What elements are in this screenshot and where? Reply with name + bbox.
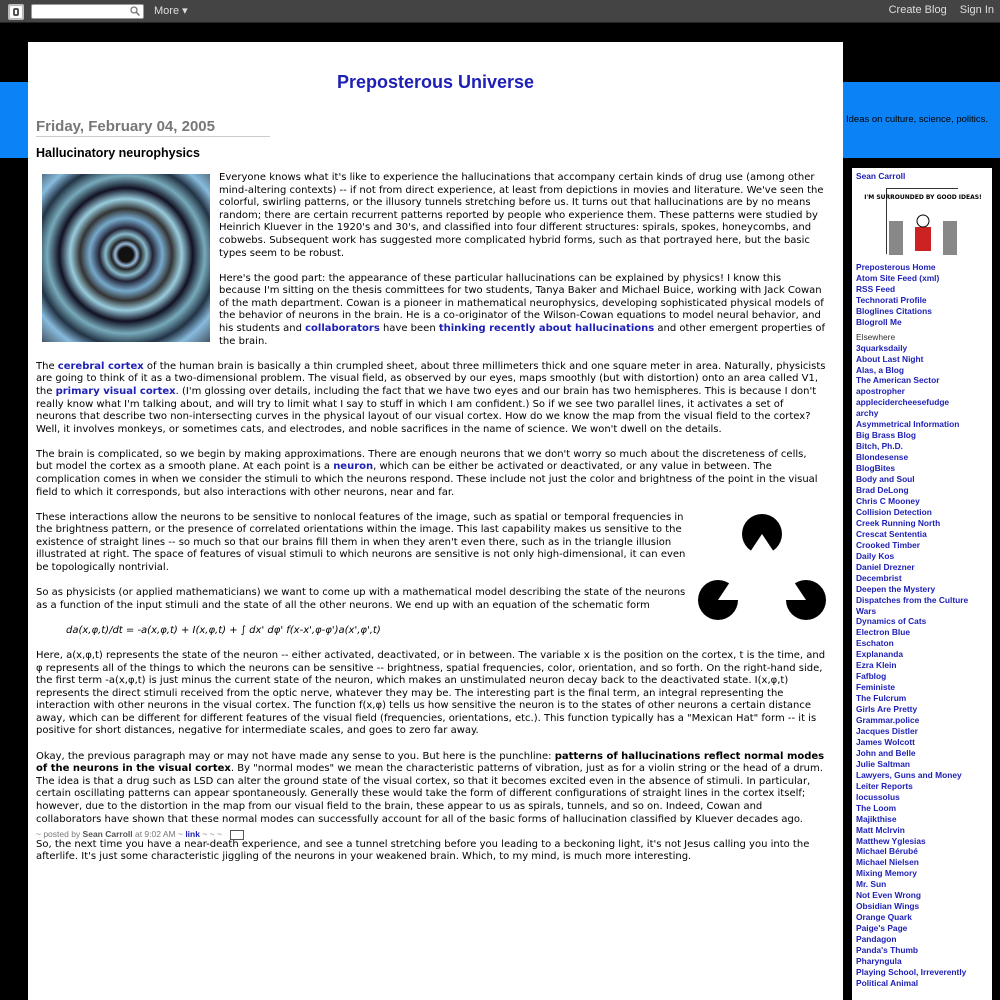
avatar: [864, 188, 982, 254]
search-icon[interactable]: [130, 6, 140, 16]
elsewhere-link-29[interactable]: Fafblog: [856, 671, 887, 682]
elsewhere-link-49[interactable]: Not Even Wrong: [856, 890, 921, 901]
elsewhere-link-0[interactable]: 3quarksdaily: [856, 342, 908, 353]
blog-tagline: Ideas on culture, science, politics.: [846, 114, 989, 125]
create-blog-link[interactable]: Create Blog: [888, 4, 947, 16]
cerebral-cortex-link[interactable]: cerebral cortex: [57, 360, 144, 372]
elsewhere-link-6[interactable]: archy: [856, 408, 879, 419]
elsewhere-link-38[interactable]: Lawyers, Guns and Money: [856, 769, 962, 780]
paragraph-9: So, the next time you have a near-death experience, and see a tunnel stretching before you leading to a beckoning light, it's not Jesus calling you into the afterlife. It's just some characteristic jiggling of the neurons in your weakened brain. Which, to my mind, is much more interesting.: [36, 838, 810, 863]
elsewhere-link-44[interactable]: Matthew Yglesias: [856, 835, 926, 846]
sidebar-link-2[interactable]: RSS Feed: [856, 283, 896, 294]
sidebar-link-3[interactable]: Technorati Profile: [856, 294, 927, 305]
elsewhere-link-2[interactable]: Alas, a Blog: [856, 364, 904, 375]
elsewhere-link-9[interactable]: Bitch, Ph.D.: [856, 441, 903, 452]
elsewhere-link-24[interactable]: Dynamics of Cats: [856, 616, 927, 627]
more-menu[interactable]: More ▾: [154, 5, 188, 17]
sign-in-link[interactable]: Sign In: [959, 4, 994, 16]
paragraph-6: So as physicists (or applied mathematicians) we want to come up with a mathematical model describing the state of the neurons as a function of the input stimuli and the state of all the other neurons. We end up with an equation of the schematic form: [36, 587, 686, 611]
elsewhere-link-11[interactable]: BlogBites: [856, 463, 896, 474]
neuron-link[interactable]: neuron: [333, 461, 374, 473]
elsewhere-link-48[interactable]: Mr. Sun: [856, 879, 887, 890]
blogger-navbar: [0, 0, 1000, 23]
sidebar-link-5[interactable]: Blogroll Me: [856, 316, 902, 327]
elsewhere-link-19[interactable]: Daily Kos: [856, 550, 895, 561]
elsewhere-link-17[interactable]: Crescat Sententia: [856, 528, 927, 539]
elsewhere-link-22[interactable]: Deepen the Mystery: [856, 583, 936, 594]
elsewhere-link-47[interactable]: Mixing Memory: [856, 868, 917, 879]
sidebar-link-1[interactable]: Atom Site Feed (xml): [856, 272, 940, 283]
post-footer: ~ posted by Sean Carroll at 9:02 AM ~ link ~ ~ ~: [36, 829, 244, 840]
elsewhere-link-12[interactable]: Body and Soul: [856, 474, 915, 485]
elsewhere-link-57[interactable]: Political Animal: [856, 977, 919, 988]
paragraph-1: Everyone knows what it's like to experience the hallucinations that accompany certain kinds of drug use (among other mind-altering contexts) -- if not from direct experience, at least from depictions in movies and literature. We've seen the colorful, swirling patterns, or the illusory tunnels stretching before us. It turns out that hallucinations are by no means random; there are certain recurrent patterns reported by people who experience them. These patterns were studied by Heinrich Kluever in the 1920's and 30's, and classified into four different structures: spirals, spokes, honeycombs, and cobwebs. Subsequent work has suggested more complicated hybrid forms, such as that portrayed here, but the basic types seem to be robust.: [219, 172, 824, 259]
paragraph-7: Here, a(x,φ,t) represents the state of the neuron -- either activated, deactivated, or in between. The variable x is the position on the cortex, t is the time, and φ represents all of the things to which the neurons can be sensitive -- brightness, spatial frequencies, color, orientation, and so forth. On the right-hand side, the first term -a(x,φ,t) is just minus the current state of the neuron, which makes an unstimulated neuron decay back to the deactivated state. I(x,φ,t) represents the direct stimuli received from the optic nerve, whatever they may be. The interesting part is the final term, an integral representing the interaction with other neurons in the visual cortex. The function f(x,φ) tells us how sensitive the neuron is to the states of other neurons a certain distance away, which can be different for different features of the visual field (frequencies, orientations, etc.). This function typically has a "Mexican Hat" form -- it is positive for short distances, negative for intermediate scales, and goes to zero far away.: [36, 649, 826, 737]
elsewhere-link-37[interactable]: Julie Saltman: [856, 758, 910, 769]
permalink[interactable]: link: [185, 829, 200, 839]
sidebar-author-link[interactable]: Sean Carroll: [856, 171, 906, 181]
elsewhere-link-26[interactable]: Eschaton: [856, 638, 894, 649]
search-input[interactable]: [31, 4, 144, 19]
elsewhere-link-16[interactable]: Creek Running North: [856, 517, 941, 528]
elsewhere-link-21[interactable]: Decembrist: [856, 572, 902, 583]
elsewhere-link-36[interactable]: John and Belle: [856, 747, 916, 758]
elsewhere-link-5[interactable]: applecidercheesefudge: [856, 397, 950, 408]
elsewhere-link-50[interactable]: Obsidian Wings: [856, 901, 920, 912]
paragraph-3: The cerebral cortex of the human brain is basically a thin crumpled sheet, about three millimeters thick and one square meter in area. Naturally, physicists are going to think of it as a two-dimensional problem. The visual field, as observed by our eyes, maps smoothly (but with distortion) onto an area called V1, the primary visual cortex. (I'm glossing over details, including the fact that we have two eyes and our brain has two hemispheres. This is because I don't really know what I'm talking about, and will try to limit what I say to stuff in which I am confident.) So if we see two parallel lines, it activates a set of neurons that describe two non-intersecting curves in the physical layout of our visual cortex. How do we know the map from the visual field to the cortex? Well, it involves monkeys, or sometimes cats, and electrodes, and noble sacrifices in the name of science. We won't dwell on the details.: [36, 360, 826, 435]
blog-title[interactable]: Preposterous Universe: [336, 72, 535, 92]
main-content: [28, 42, 843, 1000]
elsewhere-link-43[interactable]: Matt McIrvin: [856, 824, 905, 835]
elsewhere-link-32[interactable]: Girls Are Pretty: [856, 704, 918, 715]
paragraph-4: The brain is complicated, so we begin by making approximations. There are enough neurons that we don't worry so much about the discreteness of cells, but model the cortex as a smooth plane. At each point is a neuron, which can be either be activated or deactivated, or any value in between. The complication comes in when we consider the stimuli to which the neurons respond. These include not just the color and brightness of the point in the visual field to which it corresponds, but also interactions with other neurons, near and far.: [36, 448, 818, 498]
paragraph-8: Okay, the previous paragraph may or may not have made any sense to you. But here is the punchline: patterns of hallucinations reflect normal modes of the neurons in the visual cortex. By "normal modes" we mean the characteristic patterns of vibration, just as for a violin string or the head of a drum. The idea is that a drug such as LSD can alter the ground state of the visual cortex, so that it becomes excited even in the absence of stimuli. In particular, certain oscillating patterns can appear spontaneously. Generally these would take the form of different configurations of straight lines in the cortex itself; however, due to the distortion in the map from our visual field to the brain, these appear to us as spirals, tunnels, and so on. Indeed, Cowan and collaborators have shown that these normal modes can successfully account for all of the basic forms of hallucination classified by Kluever decades ago.: [36, 750, 825, 825]
collaborators-link[interactable]: collaborators: [305, 323, 380, 335]
post-body: [36, 172, 826, 876]
kanizsa-triangle-image: [698, 514, 826, 624]
elsewhere-link-28[interactable]: Ezra Klein: [856, 660, 897, 671]
elsewhere-label: Elsewhere: [856, 331, 896, 342]
sidebar-link-4[interactable]: Bloglines Citations: [856, 305, 932, 316]
elsewhere-link-41[interactable]: The Loom: [856, 802, 897, 813]
elsewhere-link-23[interactable]: Dispatches from the Culture Wars: [856, 594, 969, 616]
elsewhere-link-42[interactable]: Majikthise: [856, 813, 897, 824]
thinking-link[interactable]: thinking recently about hallucinations: [438, 323, 655, 335]
post-author: Sean Carroll: [82, 829, 133, 839]
email-post-icon[interactable]: [230, 830, 244, 840]
elsewhere-link-39[interactable]: Leiter Reports: [856, 780, 913, 791]
elsewhere-link-20[interactable]: Daniel Drezner: [856, 561, 915, 572]
elsewhere-link-15[interactable]: Collision Detection: [856, 506, 932, 517]
hallucination-tunnel-image: [42, 174, 210, 342]
elsewhere-link-54[interactable]: Panda's Thumb: [856, 945, 919, 956]
elsewhere-link-13[interactable]: Brad DeLong: [856, 485, 909, 496]
elsewhere-link-1[interactable]: About Last Night: [856, 353, 924, 364]
elsewhere-link-34[interactable]: Jacques Distler: [856, 725, 918, 736]
elsewhere-link-40[interactable]: locussolus: [856, 791, 900, 802]
elsewhere-link-10[interactable]: Blondesense: [856, 452, 909, 463]
elsewhere-link-56[interactable]: Playing School, Irreverently: [856, 966, 967, 977]
elsewhere-link-8[interactable]: Big Brass Blog: [856, 430, 917, 441]
post-title: Hallucinatory neurophysics: [36, 146, 200, 160]
elsewhere-link-18[interactable]: Crooked Timber: [856, 539, 921, 550]
elsewhere-link-14[interactable]: Chris C Mooney: [856, 495, 920, 506]
elsewhere-link-4[interactable]: apostropher: [856, 386, 905, 397]
elsewhere-link-31[interactable]: The Fulcrum: [856, 693, 907, 704]
elsewhere-link-45[interactable]: Michael Bérubé: [856, 846, 918, 857]
elsewhere-link-30[interactable]: Feministe: [856, 682, 896, 693]
elsewhere-link-51[interactable]: Orange Quark: [856, 912, 912, 923]
elsewhere-link-53[interactable]: Pandagon: [856, 934, 897, 945]
blogger-logo-icon[interactable]: [8, 4, 24, 20]
elsewhere-link-3[interactable]: The American Sector: [856, 375, 940, 386]
elsewhere-link-55[interactable]: Pharyngula: [856, 956, 902, 966]
paragraph-5: These interactions allow the neurons to be sensitive to nonlocal features of the image, such as spatial or temporal frequencies in the brightness pattern, or the presence of correlated orientations within the image. This last capability makes us sensitive to the existence of straight lines -- so much so that our brains fill them in when they aren't even there, such as in the triangle illusion illustrated at right. The space of features of visual stimuli to which neurons are sensitive is not only high-dimensional, it can even be topologically nontrivial.: [36, 511, 686, 574]
elsewhere-link-46[interactable]: Michael Nielsen: [856, 857, 919, 868]
equation: da(x,φ,t)/dt = -a(x,φ,t) + I(x,φ,t) + ∫ dx' dφ' f(x-x',φ-φ')a(x',φ',t): [66, 624, 381, 636]
post-date: Friday, February 04, 2005: [36, 118, 270, 137]
elsewhere-link-7[interactable]: Asymmetrical Information: [856, 419, 960, 430]
elsewhere-link-52[interactable]: Paige's Page: [856, 923, 908, 934]
paragraph-2: Here's the good part: the appearance of these particular hallucinations can be explained by physics! I know this because I'm sitting on the thesis committees for two students, Tanya Baker and Michael Buice, working with Jack Cowan of the math department. Cowan is a pioneer in mathematical neurophysics, developing sophisticated physical models of the behavior of neurons in the brain. He is a co-originator of the Wilson-Cowan equations to model neural behavior, and his students and collaborators have been thinking recently about hallucinations and other emergent properties of the brain.: [219, 272, 826, 347]
avatar-text: I'M SURROUNDED BY GOOD IDEAS!: [864, 193, 982, 201]
sidebar-link-0[interactable]: Preposterous Home: [856, 261, 936, 272]
elsewhere-link-25[interactable]: Electron Blue: [856, 627, 910, 638]
elsewhere-link-27[interactable]: Explananda: [856, 649, 904, 660]
sidebar: [852, 168, 992, 1000]
elsewhere-link-35[interactable]: James Wolcott: [856, 736, 915, 747]
elsewhere-link-33[interactable]: Grammar.police: [856, 715, 920, 726]
primary-visual-cortex-link[interactable]: primary visual cortex: [55, 385, 176, 397]
